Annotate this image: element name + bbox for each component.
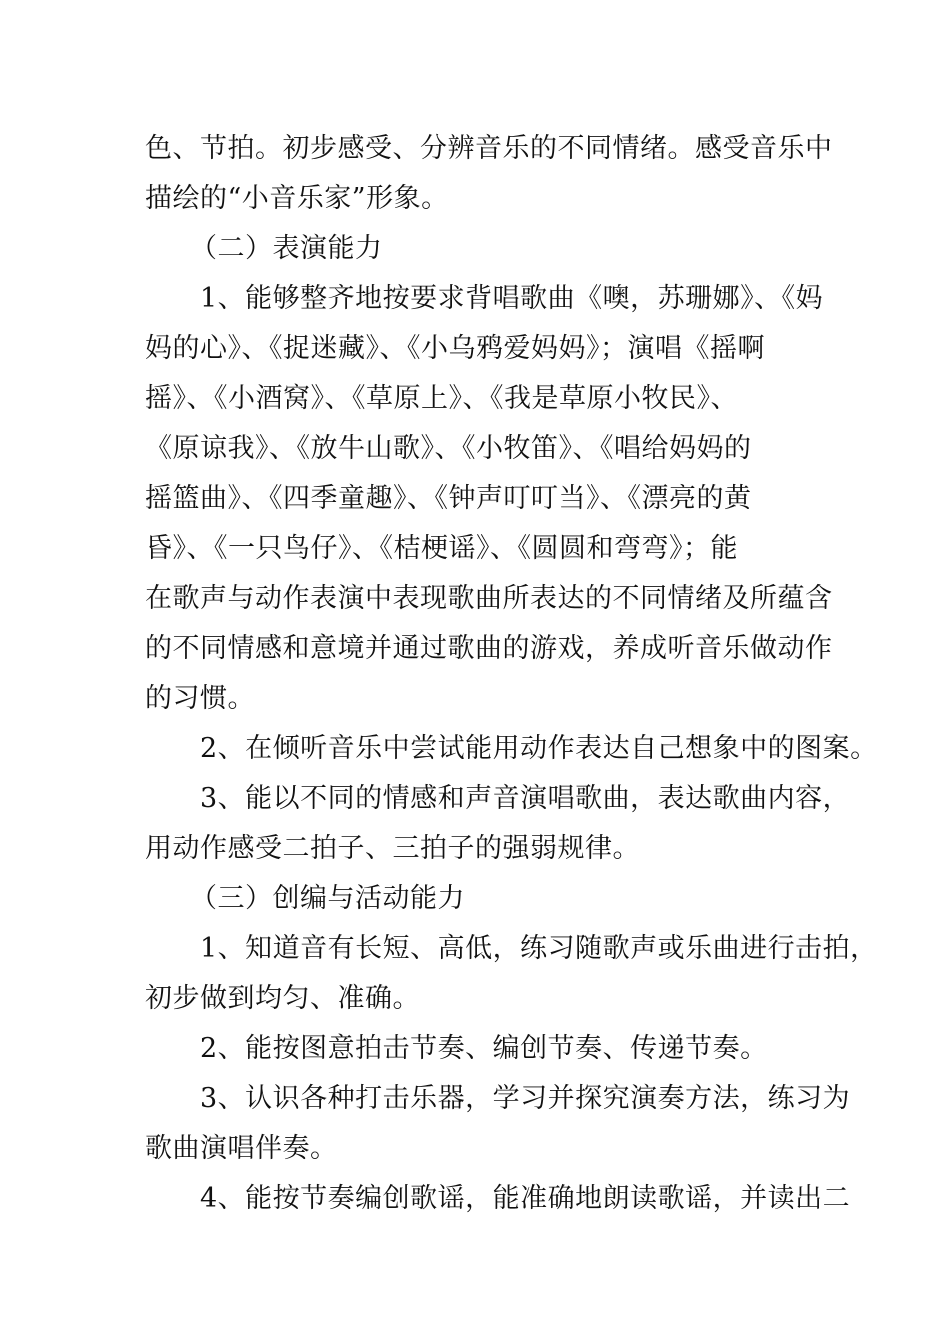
- text-line: 4、能按节奏编创歌谣，能准确地朗读歌谣，并读出二: [200, 1183, 851, 1214]
- text-line: 1、能够整齐地按要求背唱歌曲《噢，苏珊娜》、《妈: [200, 283, 824, 314]
- text-line: 的习惯。: [145, 683, 255, 714]
- text-line: 摇篮曲》、《四季童趣》、《钟声叮叮当》、《漂亮的黄: [145, 483, 752, 514]
- text-line: 摇》、《小酒窝》、《草原上》、《我是草原小牧民》、: [145, 383, 738, 414]
- text-line: 在歌声与动作表演中表现歌曲所表达的不同情绪及所蕴含: [145, 583, 833, 614]
- text-line: 昏》、《一只鸟仔》、《桔梗谣》、《圆圆和弯弯》；能: [145, 533, 738, 564]
- text-line: 1、知道音有长短、高低，练习随歌声或乐曲进行击拍，: [200, 933, 878, 964]
- text-line: 2、在倾听音乐中尝试能用动作表达自己想象中的图案。: [200, 733, 878, 764]
- section-heading: （三）创编与活动能力: [190, 883, 465, 914]
- text-line: 用动作感受二拍子、三拍子的强弱规律。: [145, 833, 640, 864]
- text-line: 2、能按图意拍击节奏、编创节奏、传递节奏。: [200, 1033, 768, 1064]
- text-line: 初步做到均匀、准确。: [145, 983, 420, 1014]
- text-line: 3、认识各种打击乐器，学习并探究演奏方法，练习为: [200, 1083, 851, 1114]
- text-line: 歌曲演唱伴奏。: [145, 1133, 338, 1164]
- text-line: 的不同情感和意境并通过歌曲的游戏，养成听音乐做动作: [145, 633, 833, 664]
- text-line: 色、节拍。初步感受、分辨音乐的不同情绪。感受音乐中: [145, 133, 833, 164]
- text-line: 《原谅我》、《放牛山歌》、《小牧笛》、《唱给妈妈的: [145, 433, 752, 464]
- text-line: 妈的心》、《捉迷藏》、《小乌鸦爱妈妈》；演唱《摇啊: [145, 333, 765, 364]
- text-line: 描绘的“小音乐家”形象。: [145, 183, 449, 214]
- section-heading: （二）表演能力: [190, 233, 383, 264]
- text-line: 3、能以不同的情感和声音演唱歌曲，表达歌曲内容，: [200, 783, 851, 814]
